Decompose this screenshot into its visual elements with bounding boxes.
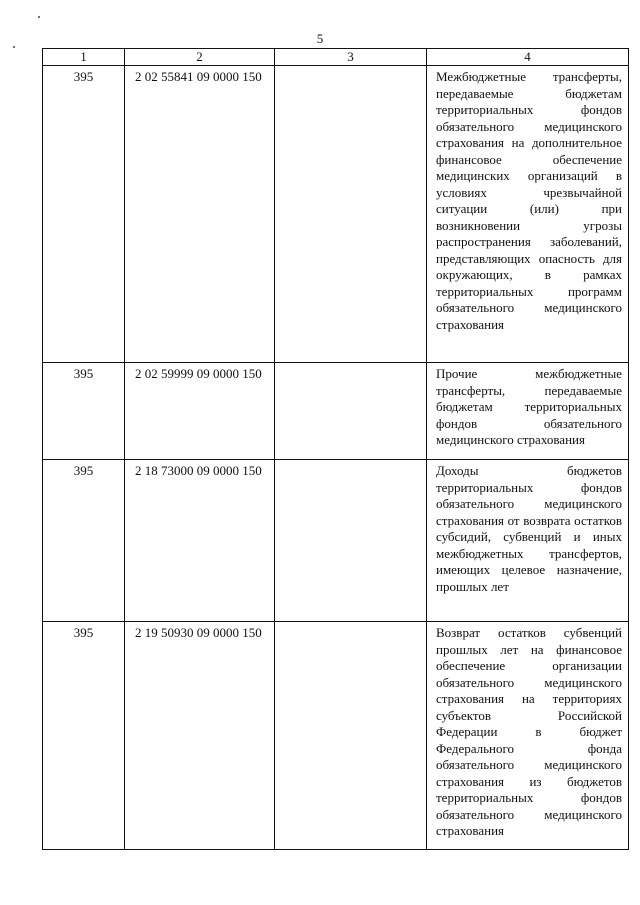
description-cell xyxy=(427,622,629,850)
scan-speck-top xyxy=(38,16,40,18)
admin-code-cell: 395 xyxy=(43,363,125,460)
kbk-code-cell: 2 19 50930 09 0000 150 xyxy=(125,622,275,850)
column-header-3: 3 xyxy=(275,49,427,66)
column-header-1: 1 xyxy=(43,49,125,66)
table-row xyxy=(43,622,629,850)
description-cell xyxy=(427,460,629,622)
kbk-code-cell: 2 02 55841 09 0000 150 xyxy=(125,66,275,363)
description-text: Возврат остатков субвенций прошлых лет на финансовое обеспечение организации обязательного медицинского страхования на территориях субъектов Российской Федерации в бюджет Федерального фонда обязательного медицинского страхования из бюджетов территориальных фондов обязательного медицинского страхования xyxy=(436,625,622,838)
admin-code-cell: 395 xyxy=(43,66,125,363)
empty-cell xyxy=(275,460,427,622)
kbk-code-cell: 2 18 73000 09 0000 150 xyxy=(125,460,275,622)
column-header-2: 2 xyxy=(125,49,275,66)
description-cell xyxy=(427,363,629,460)
empty-cell xyxy=(275,66,427,363)
description-text: Прочие межбюджетные трансферты, передаваемые бюджетам территориальных фондов обязательного медицинского страхования xyxy=(436,366,622,447)
description-text: Доходы бюджетов территориальных фондов обязательного медицинского страхования от возврата остатков субсидий, субвенций и иных межбюджетных трансфертов, имеющих целевое назначение, прошлых лет xyxy=(436,463,622,594)
description-text: Межбюджетные трансферты, передаваемые бюджетам территориальных фондов обязательного медицинского страхования на дополнительное финансовое обеспечение медицинских организаций в условиях чрезвычайной ситуации (или) при возникновении угрозы распространения заболеваний, представляющих опасность для окружающих, в рамках территориальных программ обязательного медицинского страхования xyxy=(436,69,622,332)
table-row xyxy=(43,460,629,622)
admin-code-cell: 395 xyxy=(43,460,125,622)
kbk-code-cell: 2 02 59999 09 0000 150 xyxy=(125,363,275,460)
table-row xyxy=(43,66,629,363)
admin-code-cell: 395 xyxy=(43,622,125,850)
empty-cell xyxy=(275,622,427,850)
empty-cell xyxy=(275,363,427,460)
description-cell xyxy=(427,66,629,363)
table-row xyxy=(43,363,629,460)
table-header-row xyxy=(43,49,629,66)
page-number: 5 xyxy=(316,31,324,46)
income-codes-table xyxy=(42,48,629,850)
column-header-4: 4 xyxy=(427,49,629,66)
